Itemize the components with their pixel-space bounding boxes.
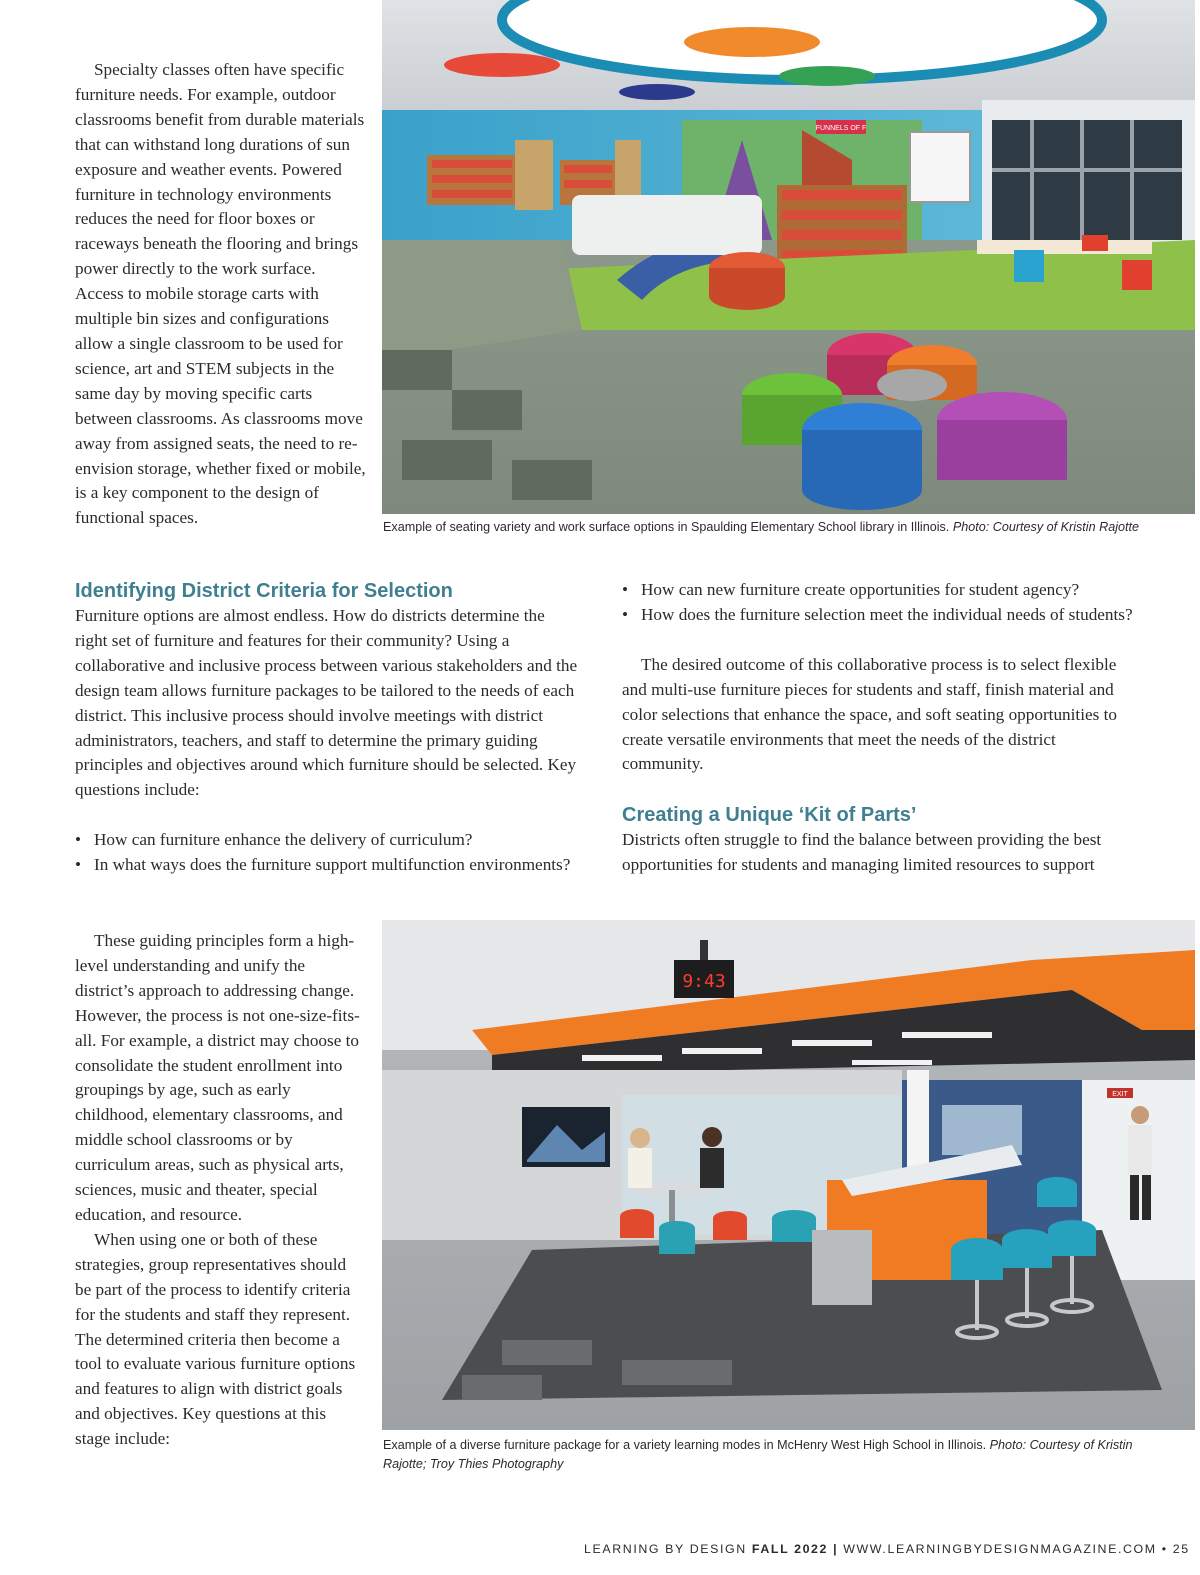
strategies-paragraph: When using one or both of these strategies, group representatives should be part of the process to identify criteria for the students and staff they represent. The determined criteria then become a tool to evaluate various furniture options and features to align with district goals and objectives. Key questions at this stage include: — [75, 1229, 356, 1449]
commons-photo — [382, 920, 1195, 1430]
exit-sign-text: EXIT — [1112, 1091, 1128, 1098]
page-footer — [584, 1542, 1190, 1556]
caption-credit: Photo: Courtesy of Kristin Rajotte — [952, 520, 1140, 534]
list-item: • In what ways does the furniture support multifunction environments? — [75, 853, 580, 878]
section-heading: Identifying District Criteria for Selection — [75, 580, 453, 602]
issue-label: FALL 2022 — [751, 1542, 829, 1556]
section-heading: Creating a Unique ‘Kit of Parts’ — [622, 804, 917, 827]
list-item: • How does the furniture selection meet the individual needs of students? — [622, 603, 1134, 628]
clock-readout: 9:43 — [682, 971, 726, 992]
kit-of-parts-paragraph: Districts often struggle to find the balance between providing the best opportunities for students and managing limited resources to support — [622, 830, 1102, 875]
section-district-criteria — [75, 578, 580, 878]
commons-scene — [382, 920, 1195, 1430]
library-sign-text: FUNNELS OF F — [815, 125, 867, 132]
library-scene — [382, 0, 1195, 514]
guiding-principles-paragraph: These guiding principles form a high-level understanding and unify the district’s approach to addressing change. However, the process is not one-size-fits-all. For example, a district may choose to consolidate the student enrollment into groupings by age, such as early childhood, elementary classrooms, and middle school classrooms or by curriculum areas, such as physical arts, sciences, music and theater, special education, and resource. — [75, 931, 360, 1224]
list-item: • How can furniture enhance the delivery of curriculum? — [75, 828, 580, 853]
caption-credit: Photo: Courtesy of Kristin Rajotte; Troy Thies Photography — [383, 1438, 1133, 1471]
footer-separator: | — [833, 1542, 839, 1556]
library-photo — [382, 0, 1195, 514]
page-number: 25 — [1172, 1542, 1190, 1556]
library-photo-caption — [383, 518, 1143, 537]
intro-paragraph: Specialty classes often have specific furniture needs. For example, outdoor classrooms benefit from durable materials that can withstand long durations of sun exposure and weather events. Powered furniture in technology environments reduces the need for floor boxes or raceways beneath the flooring and brings power directly to the work surface. Access to mobile storage carts with multiple bin sizes and configurations allow a single classroom to be used for science, art and STEM subjects in the same day by moving specific carts between classrooms. As classrooms move away from assigned seats, the need to re-envision storage, whether fixed or mobile, is a key component to the design of functional spaces. — [75, 60, 366, 528]
key-questions-list-continued — [622, 578, 1134, 628]
magazine-url: WWW.LEARNINGBYDESIGNMAGAZINE.COM — [843, 1542, 1157, 1556]
list-item: • How can new furniture create opportunities for student agency? — [622, 578, 1134, 603]
section-paragraph: Furniture options are almost endless. How do districts determine the right set of furniture and features for their community? Using a collaborative and inclusive process between various stakeholders and the design team allows furniture packages to be tailored to the needs of each district. This inclusive process should involve meetings with district administrators, teachers, and staff to determine the primary guiding principles and objectives around which furniture should be selected. Key questions include: — [75, 606, 578, 800]
right-column — [622, 578, 1134, 878]
footer-bullet: • — [1161, 1542, 1168, 1556]
magazine-name: LEARNING BY DESIGN — [584, 1542, 747, 1556]
lower-left-column — [75, 929, 365, 1452]
commons-photo-caption — [383, 1436, 1143, 1474]
caption-text: Example of seating variety and work surface options in Spaulding Elementary School library in Illinois. — [383, 520, 950, 534]
outcome-paragraph: The desired outcome of this collaborative process is to select flexible and multi-use furniture pieces for students and staff, finish material and color selections that enhance the space, and soft seating opportunities to create versatile environments that meet the needs of the district community. — [622, 654, 1117, 774]
key-questions-list — [75, 828, 580, 878]
caption-text: Example of a diverse furniture package for a variety learning modes in McHenry West High School in Illinois. — [383, 1438, 987, 1452]
